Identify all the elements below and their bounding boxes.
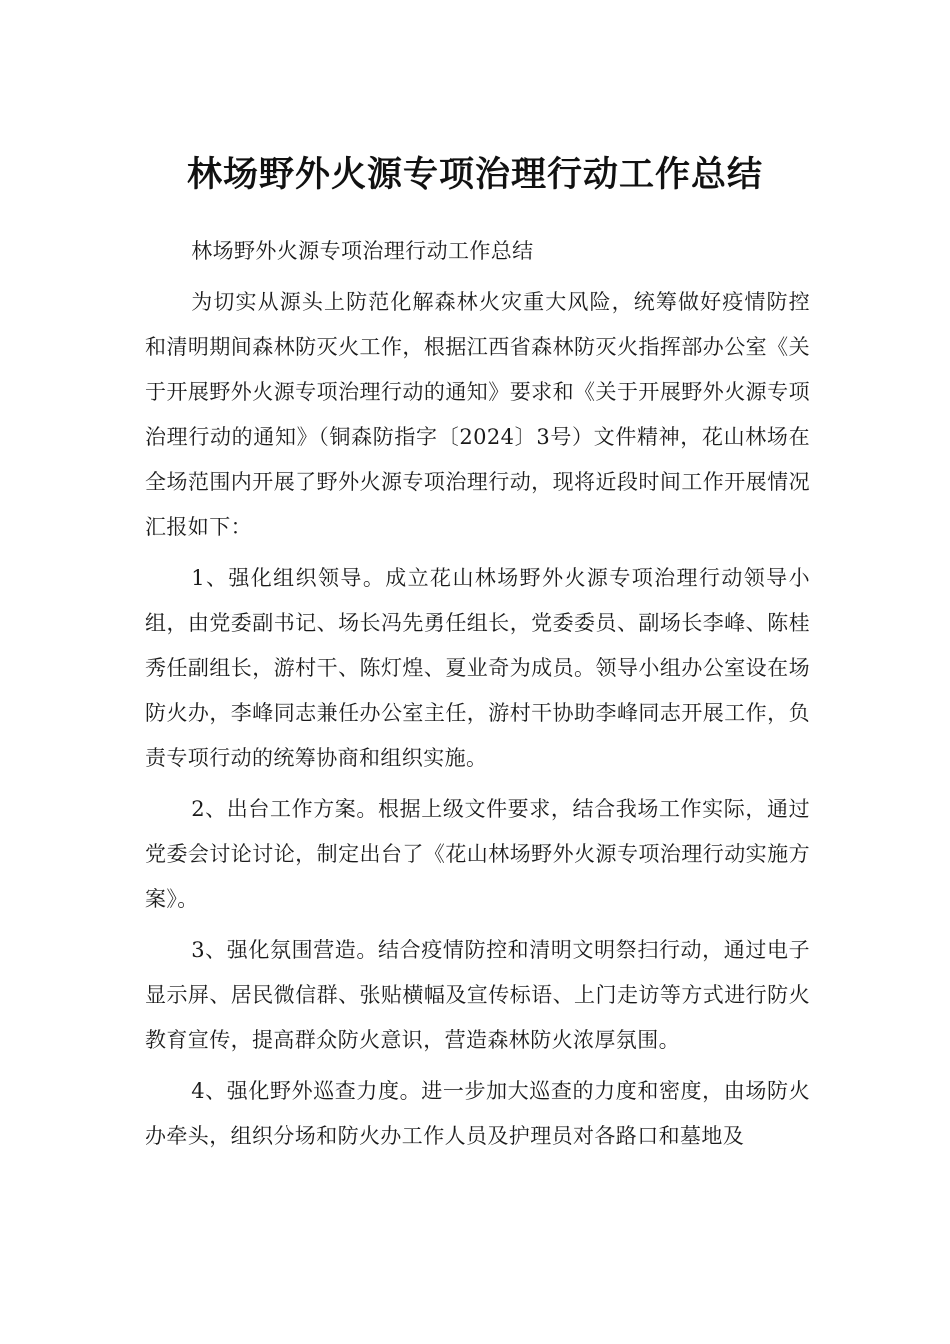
paragraph-atmosphere: 3、强化氛围营造。结合疫情防控和清明文明祭扫行动，通过电子显示屏、居民微信群、张贴横幅及宣传标语、上门走访等方式进行防火教育宣传，提高群众防火意识，营造森林防火浓厚氛围。 — [145, 938, 810, 1052]
document-title: 林场野外火源专项治理行动工作总结 — [186, 155, 763, 196]
document-subtitle: 林场野外火源专项治理行动工作总结 — [191, 239, 534, 263]
paragraph-intro: 为切实从源头上防范化解森林火灾重大风险，统筹做好疫情防控和清明期间森林防灭火工作，根据江西省森林防灭火指挥部办公室《关于开展野外火源专项治理行动的通知》要求和《关于开展野外火源专项治理行动的通知》（铜森防指字〔2024〕3号）文件精神，花山林场在全场范围内开展了野外火源专项治理行动，现将近段时间工作开展情况汇报如下： — [145, 290, 810, 539]
paragraph-patrol: 4、强化野外巡查力度。进一步加大巡查的力度和密度，由场防火办牵头，组织分场和防火办工作人员及护理员对各路口和墓地及 — [145, 1079, 810, 1148]
paragraph-work-plan: 2、出台工作方案。根据上级文件要求，结合我场工作实际，通过党委会讨论讨论，制定出台了《花山林场野外火源专项治理行动实施方案》。 — [145, 797, 810, 911]
document-body — [145, 229, 810, 1165]
paragraph-organization: 1、强化组织领导。成立花山林场野外火源专项治理行动领导小组，由党委副书记、场长冯先勇任组长，党委委员、副场长李峰、陈桂秀任副组长，游村干、陈灯煌、夏业奇为成员。领导小组办公室设在场防火办，李峰同志兼任办公室主任，游村干协助李峰同志开展工作，负责专项行动的统筹协商和组织实施。 — [145, 566, 810, 770]
